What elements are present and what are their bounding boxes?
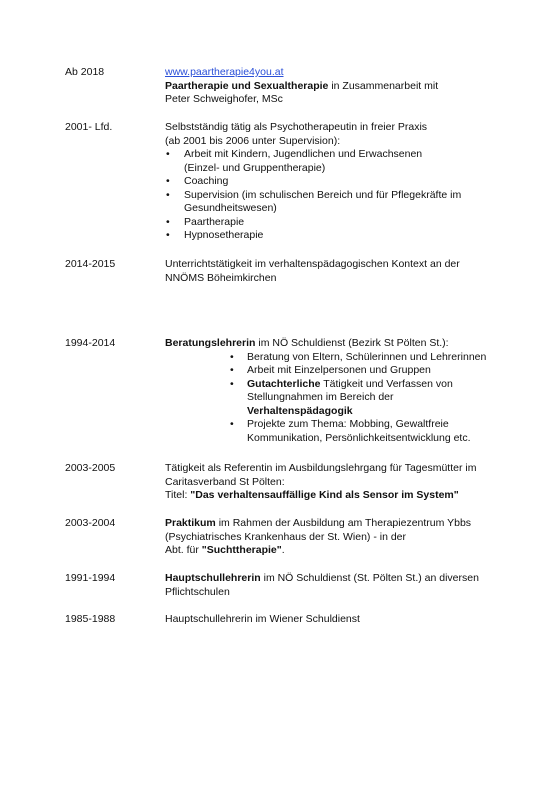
- list-item: • Gutachterliche Tätigkeit und Verfassen von Stellungnahmen im Bereich der Verhaltenspädagogik: [230, 378, 500, 419]
- entry-date: 2014-2015: [65, 258, 116, 270]
- entry-text: Pflichtschulen: [165, 585, 230, 598]
- entry-date: 1991-1994: [65, 572, 116, 584]
- entry-title-bold: Hauptschullehrerin: [165, 572, 261, 584]
- entry-date: 2003-2004: [65, 517, 116, 529]
- entry-date: 2001- Lfd.: [65, 121, 113, 133]
- list-item: • Arbeit mit Einzelpersonen und Gruppen: [230, 364, 500, 378]
- entry-content: [165, 121, 495, 243]
- entry-title-bold: "Suchttherapie": [201, 544, 282, 556]
- entry-title-bold: Praktikum: [165, 517, 216, 529]
- list-item: • Hypnosetherapie: [165, 229, 495, 243]
- entry-text: Caritasverband St Pölten:: [165, 475, 285, 488]
- entry-text: in Zusammenarbeit mit: [328, 79, 439, 92]
- entry-title-bold: "Das verhaltensauffällige Kind als Sensor im System": [190, 489, 459, 501]
- bullet-list: [230, 351, 500, 446]
- entry-text: im NÖ Schuldienst (Bezirk St Pölten St.):: [255, 337, 449, 349]
- entry-title-bold: Paartherapie und Sexualtherapie: [165, 79, 329, 92]
- entry-content: [165, 258, 495, 285]
- list-item: • Coaching: [165, 175, 495, 189]
- entry-text: Abt. für: [165, 544, 202, 556]
- entry-text: Titel:: [165, 489, 191, 501]
- entry-title-bold: Beratungslehrerin: [165, 337, 256, 349]
- entry-content: [165, 66, 495, 107]
- entry-text: (Psychiatrisches Krankenhaus der St. Wien) - in der: [165, 530, 407, 543]
- list-item: • Arbeit mit Kindern, Jugendlichen und Erwachsenen (Einzel- und Gruppentherapie): [165, 148, 495, 175]
- entry-text: im NÖ Schuldienst (St. Pölten St.) an diversen: [260, 572, 479, 584]
- website-link[interactable]: www.paartherapie4you.at: [165, 66, 284, 78]
- list-item: • Projekte zum Thema: Mobbing, Gewaltfreie Kommunikation, Persönlichkeitsentwicklung etc.: [230, 418, 500, 445]
- entry-text: .: [281, 544, 285, 556]
- entry-content: [165, 462, 495, 503]
- entry-text: Tätigkeit als Referentin im Ausbildungslehrgang für Tagesmütter im: [165, 462, 477, 474]
- entry-text: im Rahmen der Ausbildung am Therapiezentrum Ybbs: [215, 517, 472, 529]
- entry-content: [165, 613, 495, 627]
- entry-text: Hauptschullehrerin im Wiener Schuldienst: [165, 613, 360, 625]
- entry-date: Ab 2018: [65, 66, 105, 78]
- entry-date: 2003-2005: [65, 462, 116, 474]
- entry-date: 1994-2014: [65, 337, 116, 349]
- entry-date: 1985-1988: [65, 613, 116, 625]
- entry-content: [165, 337, 495, 445]
- list-item: • Supervision (im schulischen Bereich und für Pflegekräfte im Gesundheitswesen): [165, 189, 495, 216]
- entry-text: Selbstständig tätig als Psychotherapeutin in freier Praxis: [165, 121, 428, 133]
- bullet-list: [165, 148, 495, 243]
- entry-text: NNÖMS Böheimkirchen: [165, 271, 277, 284]
- list-item: • Paartherapie: [165, 216, 495, 230]
- entry-content: [165, 572, 495, 599]
- entry-text: Peter Schweighofer, MSc: [165, 93, 283, 105]
- entry-content: [165, 517, 495, 558]
- entry-text: (ab 2001 bis 2006 unter Supervision):: [165, 134, 341, 147]
- list-item: • Beratung von Eltern, Schülerinnen und Lehrerinnen: [230, 351, 500, 365]
- entry-text: Unterrichtstätigkeit im verhaltenspädagogischen Kontext an der: [165, 258, 460, 270]
